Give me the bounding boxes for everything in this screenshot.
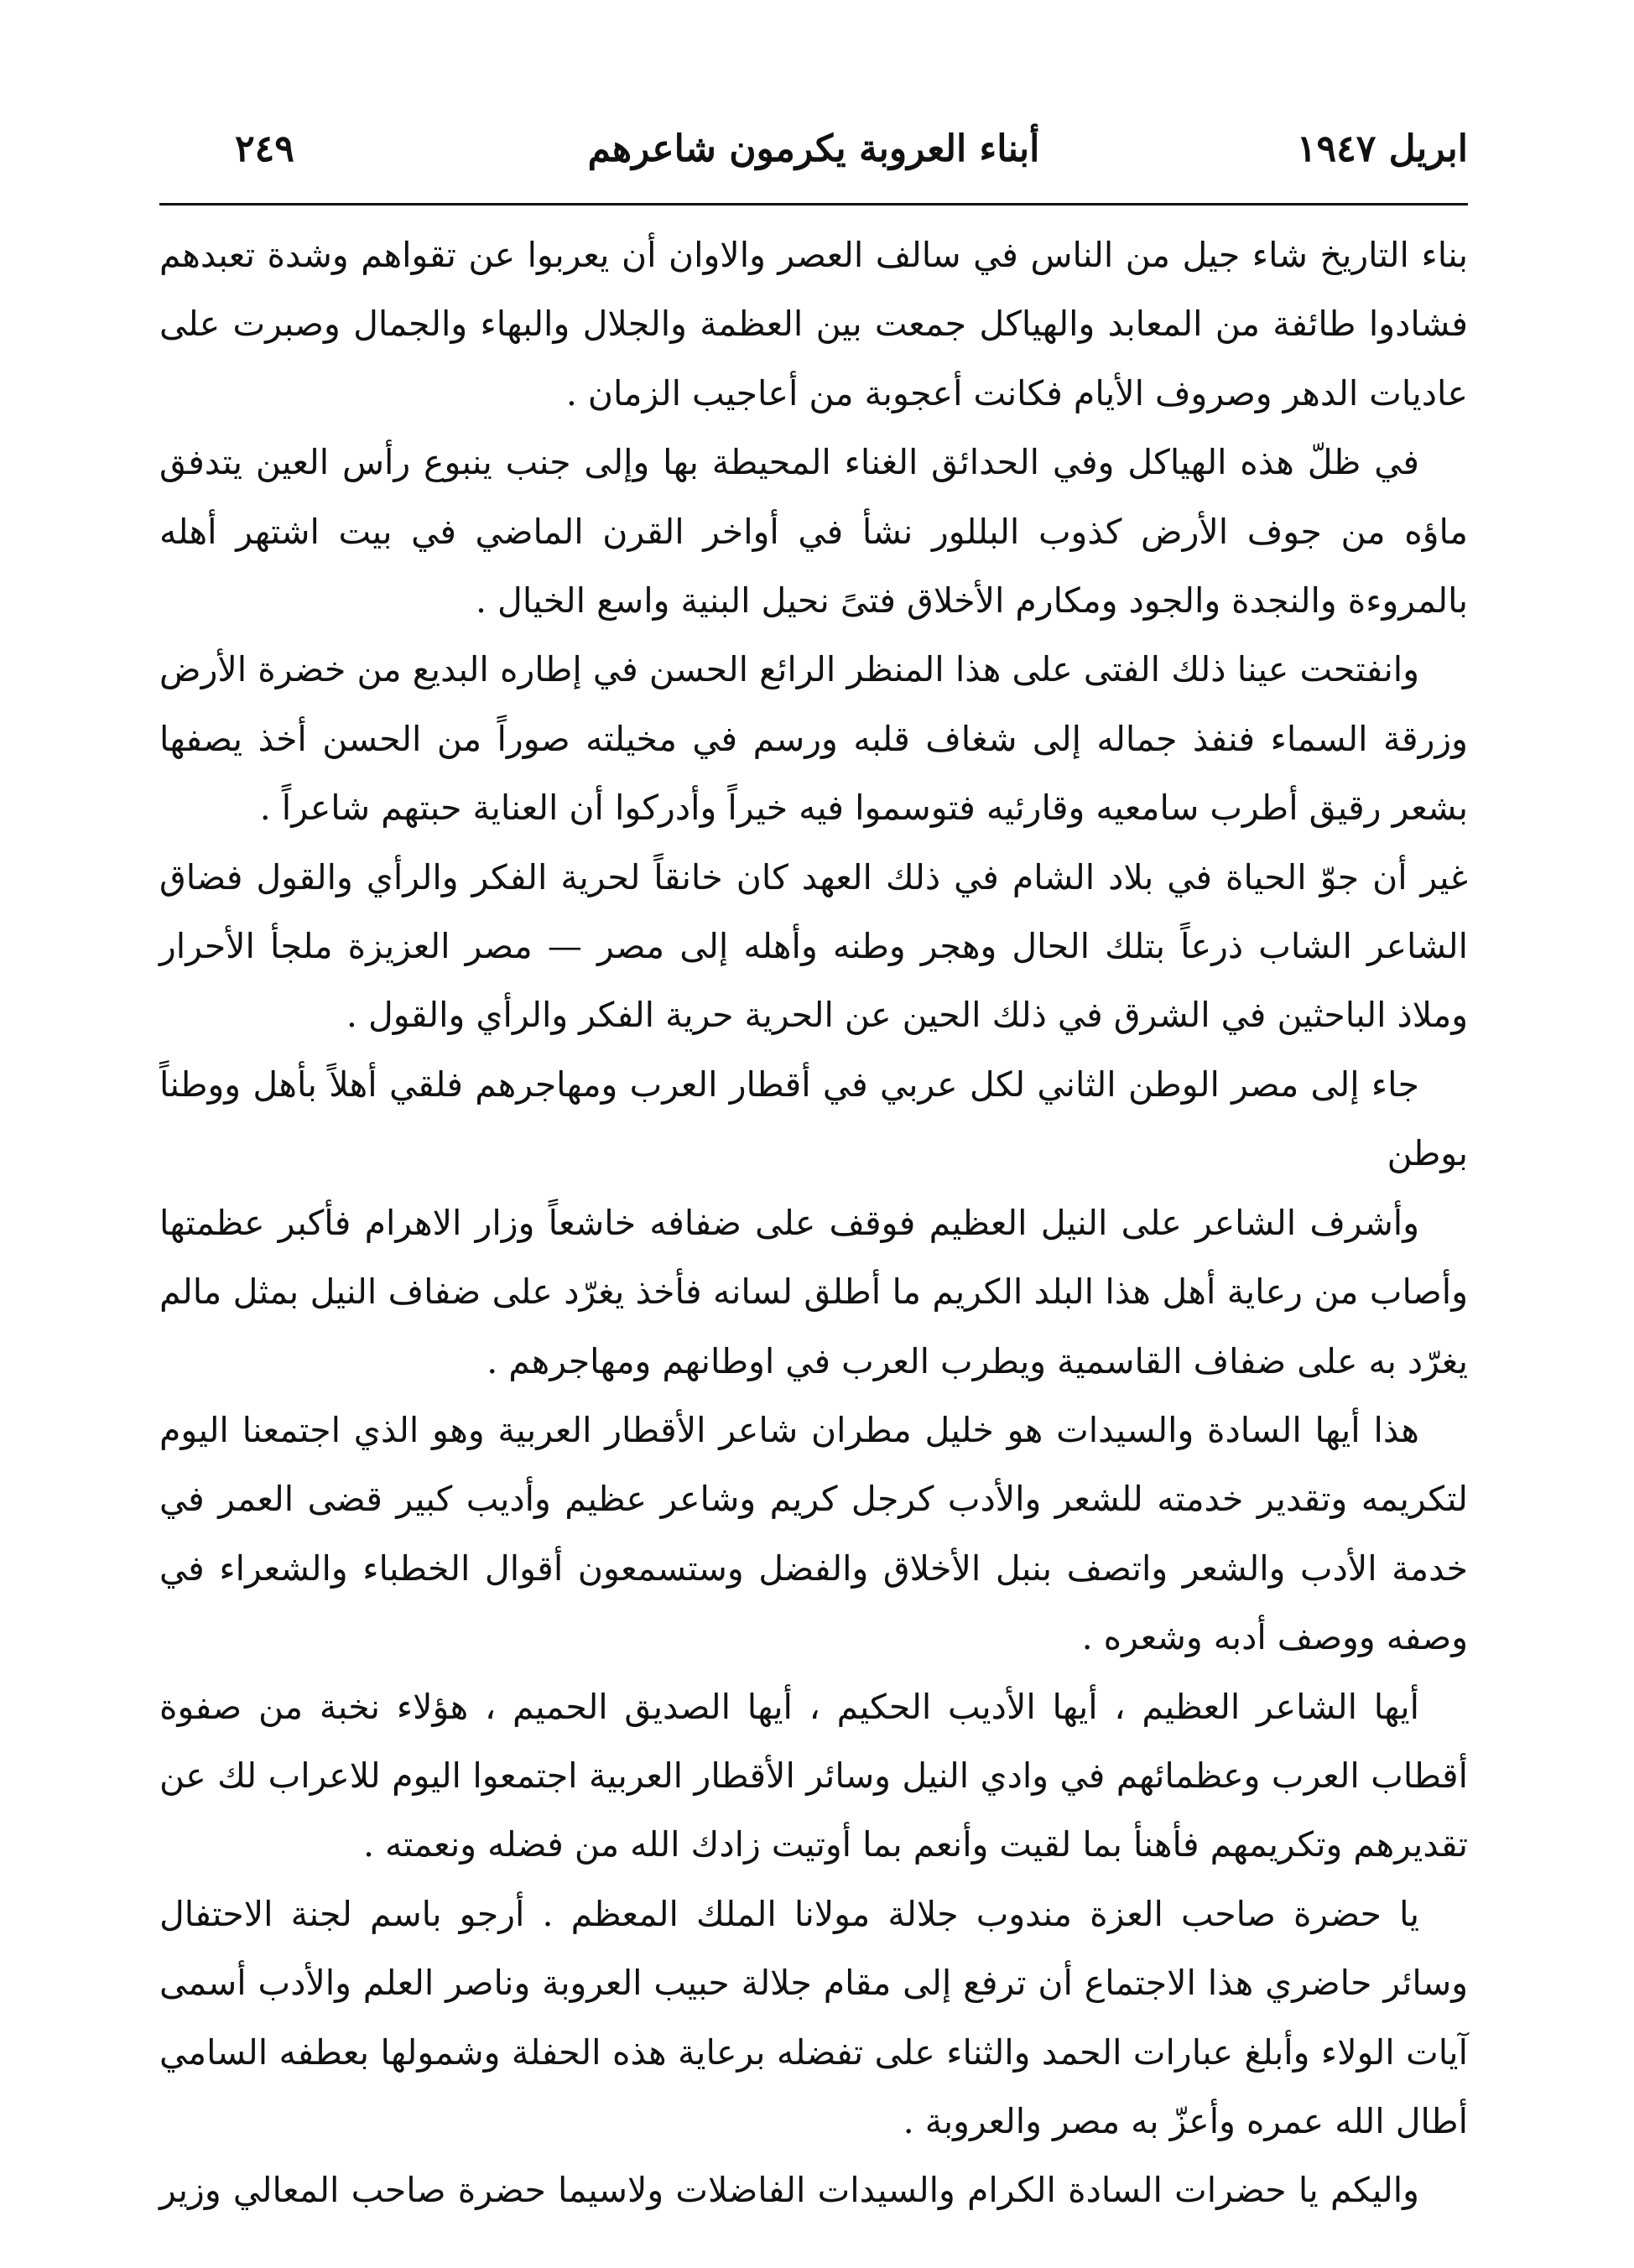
paragraph: وانفتحت عينا ذلك الفتى على هذا المنظر الرائع الحسن في إطاره البديع من خضرة الأرض وزرقة السماء فنفذ جماله إلى شغاف قلبه ورسم في مخيلته صوراً من الحسن أخذ يصفها بشعر رقيق أطرب سامعيه وقارئيه فتوسموا فيه خيراً وأدركوا أن العناية حبتهم شاعراً . xyxy=(159,649,1468,829)
paragraph: في ظلّ هذه الهياكل وفي الحدائق الغناء المحيطة بها وإلى جنب ينبوع رأس العين يتدفق ماؤه من جوف الأرض كذوب البللور نشأ في أواخر القرن الماضي في بيت اشتهر أهله بالمروءة والنجدة والجود ومكارم الأخلاق فتىً نحيل البنية واسع الخيال . xyxy=(159,442,1468,622)
paragraph: واليكم يا حضرات السادة الكرام والسيدات الفاضلات ولاسيما حضرة صاحب المعالي وزير xyxy=(159,2170,1419,2211)
header-title: أبناء العروبة يكرمون شاعرهم xyxy=(587,127,1040,170)
paragraph: بناء التاريخ شاء جيل من الناس في سالف العصر والاوان أن يعربوا عن تقواهم وشدة تعبدهم فشادوا طائفة من المعابد والهياكل جمعت بين العظمة والجلال والبهاء والجمال وصبرت على عاديات الدهر وصروف الأيام فكانت أعجوبة من أعاجيب الزمان . xyxy=(159,235,1468,414)
paragraph: وأشرف الشاعر على النيل العظيم فوقف على ضفافه خاشعاً وزار الاهرام فأكبر عظمتها وأصاب من رعاية أهل هذا البلد الكريم ما أطلق لسانه فأخذ يغرّد على ضفاف النيل بمثل مالم يغرّد به على ضفاف القاسمية ويطرب العرب في اوطانهم ومهاجرهم . xyxy=(159,1202,1468,1381)
paragraph: غير أن جوّ الحياة في بلاد الشام في ذلك العهد كان خانقاً لحرية الفكر والرأي والقول فضاق الشاعر الشاب ذرعاً بتلك الحال وهجر وطنه وأهله إلى مصر — مصر العزيزة ملجأ الأحرار وملاذ الباحثين في الشرق في ذلك الحين عن الحرية حرية الفكر والرأي والقول . xyxy=(159,856,1469,1036)
paragraph: يا حضرة صاحب العزة مندوب جلالة مولانا الملك المعظم . أرجو باسم لجنة الاحتفال وسائر حاضري هذا الاجتماع أن ترفع إلى مقام جلالة حبيب العروبة وناصر العلم والأدب أسمى آيات الولاء وأبلغ عبارات الحمد والثناء على تفضله برعاية هذه الحفلة وشمولها بعطفه السامي أطال الله عمره وأعزّ به مصر والعروبة . xyxy=(159,1893,1468,2141)
header-date: ابريل ١٩٤٧ xyxy=(1296,127,1468,170)
page-number: ٢٤٩ xyxy=(235,127,294,170)
body-text xyxy=(159,221,1468,2225)
paragraph: جاء إلى مصر الوطن الثاني لكل عربي في أقطار العرب ومهاجرهم فلقي أهلاً بأهل ووطناً بوطن xyxy=(159,1064,1468,1174)
document-page xyxy=(159,109,1468,2223)
running-header xyxy=(159,109,1468,185)
header-rule xyxy=(159,203,1468,205)
paragraph: أيها الشاعر العظيم ، أيها الأديب الحكيم ، أيها الصديق الحميم ، هؤلاء نخبة من صفوة أقطاب العرب وعظمائهم في وادي النيل وسائر الأقطار العربية اجتمعوا اليوم للاعراب لك عن تقديرهم وتكريمهم فأهنأ بما لقيت وأنعم بما أوتيت زادك الله من فضله ونعمته . xyxy=(159,1686,1468,1865)
paragraph: هذا أيها السادة والسيدات هو خليل مطران شاعر الأقطار العربية وهو الذي اجتمعنا اليوم لتكريمه وتقدير خدمته للشعر والأدب كرجل كريم وشاعر عظيم وأديب كبير قضى العمر في خدمة الأدب والشعر واتصف بنبل الأخلاق والفضل وستسمعون أقوال الخطباء والشعراء في وصفه ووصف أدبه وشعره . xyxy=(159,1409,1468,1658)
